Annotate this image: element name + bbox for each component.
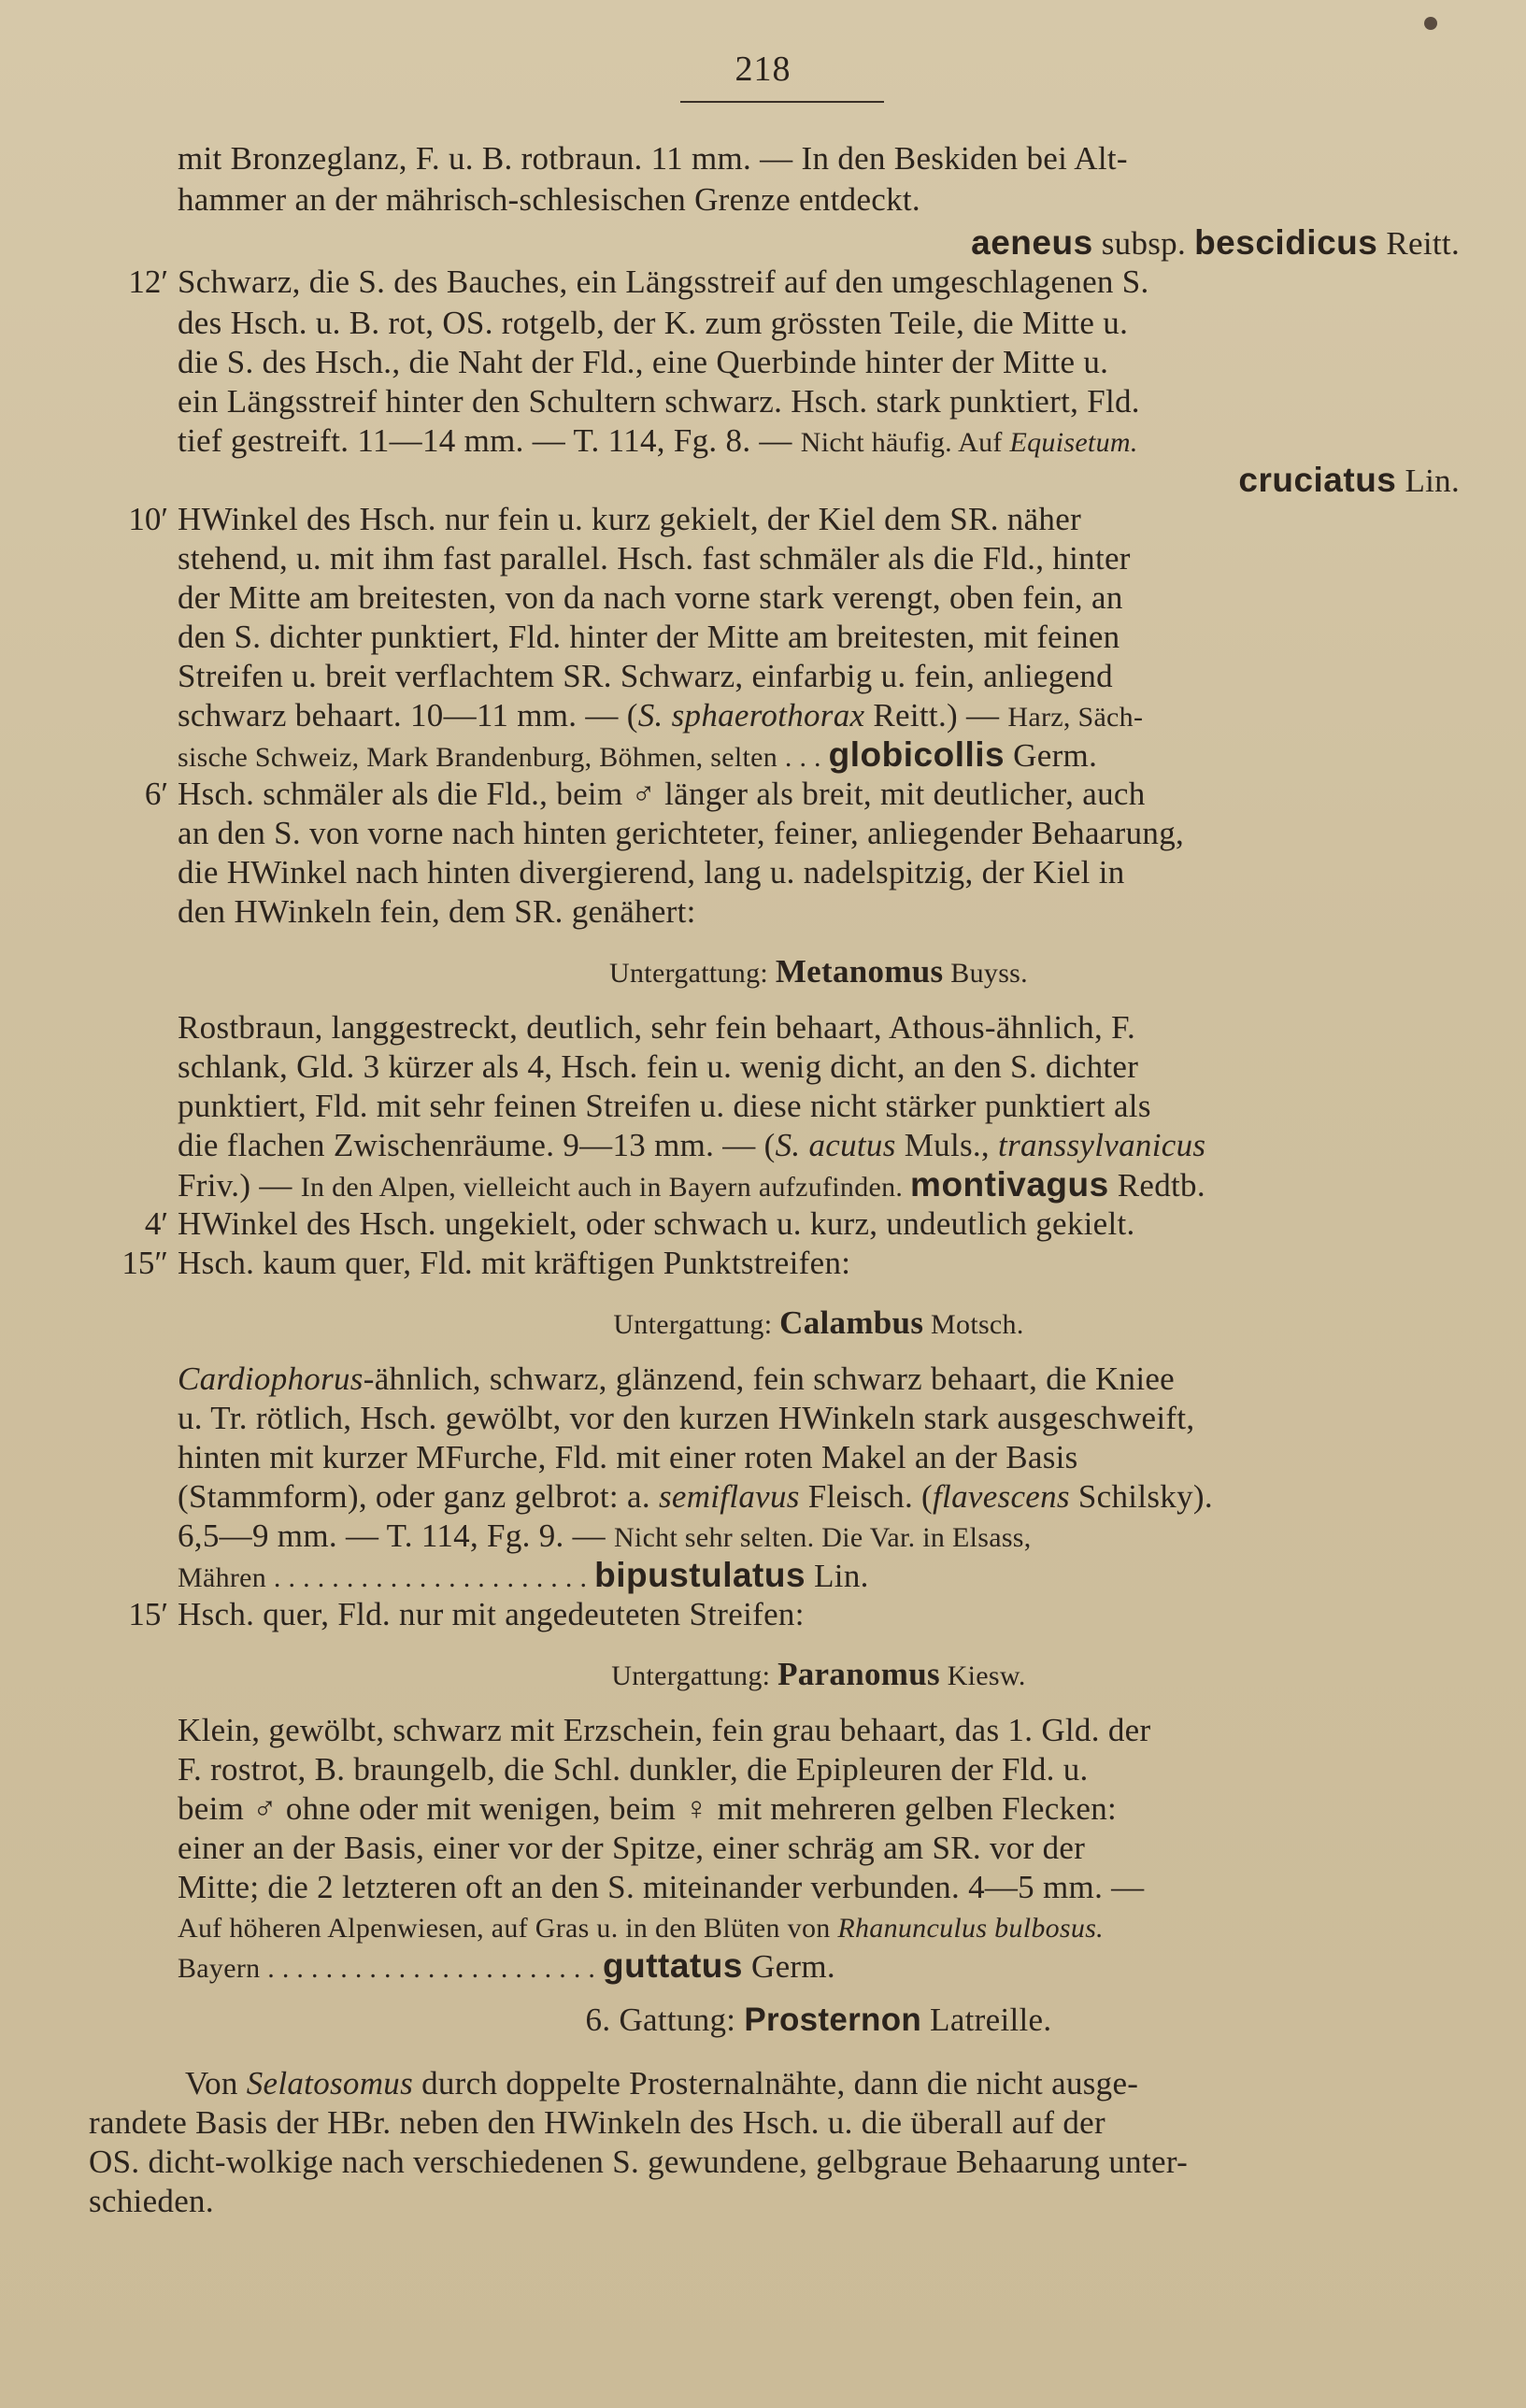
subgenus-heading <box>178 1303 1460 1344</box>
text-line <box>178 1476 1460 1517</box>
species-line <box>178 734 1460 776</box>
text-line <box>178 1906 1460 1947</box>
text-run: ein Längsstreif hinter den Schultern schwarz. Hsch. stark punktiert, Fld. <box>178 383 1140 420</box>
text-run: einer an der Basis, einer vor der Spitze, einer schräg am SR. vor der <box>178 1830 1086 1866</box>
text-line <box>178 1788 1460 1830</box>
text-run: Kiesw. <box>939 1660 1026 1691</box>
text-run: Equisetum. <box>1009 427 1138 458</box>
text-run: 6. Gattung: <box>585 2002 745 2038</box>
text-run: die HWinkel nach hinten divergierend, lang u. nadelspitzig, der Kiel in <box>178 854 1125 891</box>
text-run: randete Basis der HBr. neben den HWinkeln des Hsch. u. die überall auf der <box>89 2104 1105 2141</box>
text-run: HWinkel des Hsch. ungekielt, oder schwach u. kurz, undeutlich gekielt. <box>178 1205 1135 1242</box>
text-run: Nicht sehr selten. Die Var. in Elsass, <box>613 1522 1032 1553</box>
text-run: Klein, gewölbt, schwarz mit Erzschein, fein grau behaart, das 1. Gld. der <box>178 1712 1151 1748</box>
text-line <box>178 420 1460 462</box>
text-line <box>178 1828 1460 1869</box>
text-run: Cardiophorus <box>178 1361 364 1397</box>
text-run: den HWinkeln fein, dem SR. genähert: <box>178 893 696 930</box>
text-run: subsp. <box>1092 225 1195 262</box>
text-run: schlank, Gld. 3 kürzer als 4, Hsch. fein u. wenig dicht, an den S. dichter <box>178 1048 1139 1085</box>
text-run: Lin. <box>1396 463 1460 499</box>
text-line <box>178 852 1460 893</box>
text-run: semiflavus <box>658 1478 800 1515</box>
text-line <box>178 381 1460 422</box>
text-line <box>178 179 1460 221</box>
text-run: Mitte; die 2 letzteren oft an den S. miteinander verbunden. 4—5 mm. — <box>178 1869 1145 1905</box>
text-run: durch doppelte Prosternalnähte, dann die nicht ausge- <box>413 2065 1139 2102</box>
text-line <box>178 617 1460 658</box>
text-line <box>178 1204 1460 1245</box>
species-line <box>178 1164 1460 1205</box>
text-run: Auf höheren Alpenwiesen, auf Gras u. in den Blüten von <box>178 1913 838 1944</box>
text-run: Schwarz, die S. des Bauches, ein Längsstreif auf den umgeschlagenen S. <box>178 264 1149 300</box>
text-run: den S. dichter punktiert, Fld. hinter der Mitte am breitesten, mit feinen <box>178 619 1120 655</box>
text-line <box>178 1749 1460 1790</box>
text-run: HWinkel des Hsch. nur fein u. kurz gekielt, der Kiel dem SR. näher <box>178 501 1082 537</box>
text-line <box>178 342 1460 383</box>
text-run: schwarz behaart. 10—11 mm. — ( <box>178 697 638 734</box>
text-line <box>178 656 1460 697</box>
species-line <box>178 460 1460 501</box>
text-line <box>178 891 1460 933</box>
text-run: S. sphaerothorax <box>637 697 865 734</box>
text-line <box>178 538 1460 579</box>
text-run: beim ♂ ohne oder mit wenigen, beim ♀ mit mehreren gelben Flecken: <box>178 1790 1118 1827</box>
text-run: Nicht häufig. Auf <box>800 427 1010 458</box>
text-run: Germ. <box>1005 737 1098 774</box>
text-line <box>178 1867 1460 1908</box>
text-run: Paranomus <box>777 1656 940 1692</box>
text-line <box>178 695 1460 736</box>
text-line <box>178 1359 1460 1400</box>
header-rule <box>680 101 884 103</box>
species-line <box>178 1945 1460 1987</box>
text-run: -ähnlich, schwarz, glänzend, fein schwarz behaart, die Kniee <box>363 1361 1176 1397</box>
text-line <box>178 774 1460 815</box>
text-run: tief gestreift. 11—14 mm. — T. 114, Fg. 8. — <box>178 422 801 459</box>
text-line <box>89 2102 1460 2144</box>
text-run: der Mitte am breitesten, von da nach vorne stark verengt, oben fein, an <box>178 579 1123 616</box>
text-run: Bayern . . . . . . . . . . . . . . . . . . . . . . . <box>178 1953 604 1984</box>
text-run: Calambus <box>779 1304 924 1341</box>
text-line <box>178 813 1460 854</box>
text-run: Hsch. quer, Fld. nur mit angedeuteten Streifen: <box>178 1596 805 1632</box>
text-run: Lin. <box>806 1558 869 1594</box>
text-run: Fleisch. ( <box>799 1478 934 1515</box>
text-run: Prosternon <box>744 2002 922 2038</box>
text-run: die S. des Hsch., die Naht der Fld., eine Querbinde hinter der Mitte u. <box>178 344 1109 380</box>
text-line <box>185 2063 1460 2104</box>
text-run: hammer an der mährisch-schlesischen Grenze entdeckt. <box>178 181 920 218</box>
text-run: die flachen Zwischenräume. 9—13 mm. — ( <box>178 1127 776 1163</box>
text-run: transsylvanicus <box>998 1127 1206 1163</box>
text-run: Rostbraun, langgestreckt, deutlich, sehr fein behaart, Athous-ähnlich, F. <box>178 1009 1136 1046</box>
subgenus-heading <box>178 1654 1460 1695</box>
text-run: Hsch. schmäler als die Fld., beim ♂ länger als breit, mit deutlicher, auch <box>178 776 1146 812</box>
species-name: globicollis <box>828 735 1005 774</box>
text-line <box>178 1594 1460 1635</box>
text-line <box>178 499 1460 540</box>
subspecies-name: bescidicus <box>1194 223 1378 262</box>
text-run: Reitt.) — <box>864 697 1008 734</box>
text-run: Reitt. <box>1377 225 1460 262</box>
text-run: Harz, Säch- <box>1007 702 1144 733</box>
text-run: Metanomus <box>775 953 944 990</box>
text-run: Untergattung: <box>611 1660 778 1691</box>
text-run: Latreille. <box>921 2002 1052 2038</box>
species-line <box>178 1555 1460 1596</box>
text-run: Schilsky). <box>1069 1478 1213 1515</box>
text-run: OS. dicht-wolkige nach verschiedenen S. gewundene, gelbgraue Behaarung unter- <box>89 2144 1189 2180</box>
text-line <box>178 1086 1460 1127</box>
subgenus-heading <box>178 951 1460 992</box>
text-run: sische Schweiz, Mark Brandenburg, Böhmen, selten . . . <box>178 742 829 773</box>
key-number: 4′ <box>144 1205 168 1242</box>
text-run: Selatosomus <box>246 2065 414 2102</box>
key-number: 6′ <box>144 776 168 812</box>
key-number: 15′ <box>128 1596 168 1632</box>
text-run: Friv.) — <box>178 1167 301 1204</box>
key-number: 15″ <box>121 1245 168 1281</box>
text-line <box>89 2142 1460 2183</box>
text-run: Motsch. <box>923 1309 1024 1340</box>
text-line <box>178 577 1460 619</box>
text-line <box>178 1516 1460 1557</box>
text-line <box>178 1125 1460 1166</box>
text-line <box>178 1398 1460 1439</box>
species-name: guttatus <box>603 1946 743 1985</box>
text-run: hinten mit kurzer MFurche, Fld. mit einer roten Makel an der Basis <box>178 1439 1078 1475</box>
text-run: Untergattung: <box>609 958 776 989</box>
text-run: stehend, u. mit ihm fast parallel. Hsch. fast schmäler als die Fld., hinter <box>178 540 1131 577</box>
text-run: Mähren . . . . . . . . . . . . . . . . . . . . . . <box>178 1562 595 1593</box>
text-run: des Hsch. u. B. rot, OS. rotgelb, der K. zum grössten Teile, die Mitte u. <box>178 305 1129 341</box>
text-run: Buyss. <box>943 958 1028 989</box>
text-run: S. acutus <box>775 1127 896 1163</box>
text-run: Rhanunculus bulbosus. <box>837 1913 1104 1944</box>
text-run: In den Alpen, vielleicht auch in Bayern aufzufinden. <box>300 1172 911 1203</box>
text-line <box>178 303 1460 344</box>
text-run: u. Tr. rötlich, Hsch. gewölbt, vor den kurzen HWinkeln stark ausgeschweift, <box>178 1400 1195 1436</box>
text-run: Von <box>185 2065 247 2102</box>
text-line <box>178 1243 1460 1284</box>
key-number: 12′ <box>128 264 168 300</box>
page-number: 218 <box>734 50 792 89</box>
text-run: 6,5—9 mm. — T. 114, Fg. 9. — <box>178 1517 614 1554</box>
text-run: flavescens <box>933 1478 1070 1515</box>
text-line <box>178 1437 1460 1478</box>
species-line <box>178 222 1460 264</box>
text-run: (Stammform), oder ganz gelbrot: a. <box>178 1478 659 1515</box>
text-run: punktiert, Fld. mit sehr feinen Streifen u. diese nicht stärker punktiert als <box>178 1088 1151 1124</box>
genus-heading <box>178 2000 1460 2041</box>
text-line <box>178 1710 1460 1751</box>
text-run: Streifen u. breit verflachtem SR. Schwarz, einfarbig u. fein, anliegend <box>178 658 1113 694</box>
key-number: 10′ <box>128 501 168 537</box>
text-run: Untergattung: <box>613 1309 780 1340</box>
text-line <box>178 1007 1460 1048</box>
species-name: cruciatus <box>1238 461 1397 499</box>
species-name: montivagus <box>910 1165 1109 1204</box>
text-run: Redtb. <box>1108 1167 1205 1204</box>
text-run: an den S. von vorne nach hinten gerichteter, feiner, anliegender Behaarung, <box>178 815 1185 851</box>
species-name: aeneus <box>971 223 1093 262</box>
text-line <box>178 1047 1460 1088</box>
text-run: Hsch. kaum quer, Fld. mit kräftigen Punktstreifen: <box>178 1245 851 1281</box>
text-run: F. rostrot, B. braungelb, die Schl. dunkler, die Epipleuren der Fld. u. <box>178 1751 1089 1788</box>
text-line <box>178 262 1460 303</box>
text-run: mit Bronzeglanz, F. u. B. rotbraun. 11 mm. — In den Beskiden bei Alt- <box>178 140 1128 177</box>
text-run: schieden. <box>89 2183 214 2219</box>
text-run: Germ. <box>742 1948 835 1985</box>
text-line <box>89 2181 1460 2222</box>
ink-spot <box>1424 17 1437 30</box>
species-name: bipustulatus <box>594 1556 806 1594</box>
text-line <box>178 138 1460 179</box>
text-run: Muls., <box>895 1127 999 1163</box>
